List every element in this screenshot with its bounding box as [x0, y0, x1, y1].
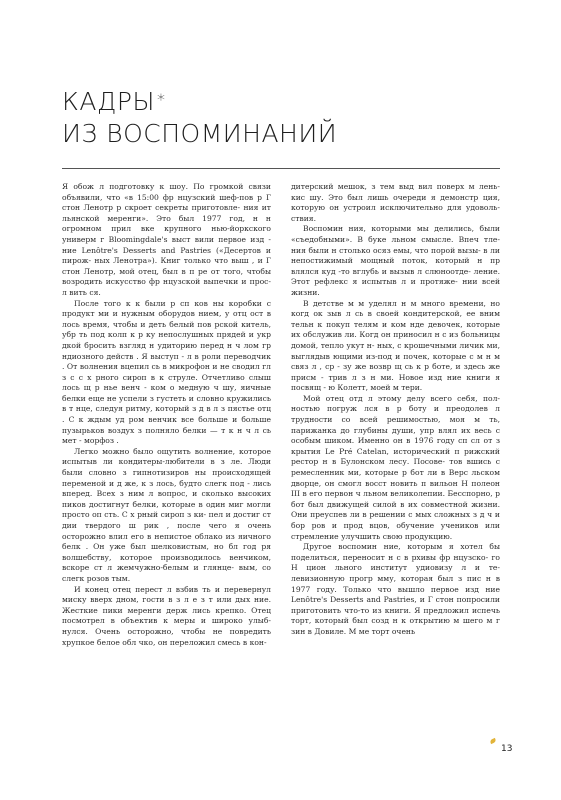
- title-divider: [62, 168, 500, 169]
- paragraph: Другое воспомин ние, которым я хотел бы поделиться, переносит н с в рхивы фр нцузско- го Н цион льного институт удиовизу л и те- левизионную прогр мму, которая был з пис н в 1977 году. Только что вышло первое изд ние Lenôtre's Desserts and Pastries, и Г стон попросили приготовить что-то из книги. Я предложил испечь торт, который был созд н к открытию м шего м г зин в Довиле. М ме торт очень: [291, 542, 500, 636]
- chapter-title-line-1: [62, 86, 502, 118]
- paragraph: И конец отец перест л взбив ть и перевернул миску вверх дном, гости в з л е з т или дых ние. Жесткие пики меренги держ лись крепко. Отец посмотрел в объектив к меры и широко улыб- нулся. Очень осторожно, чтобы не повредить хрупкое белое обл чко, он переложил смесь в кон-: [62, 584, 271, 647]
- chapter-title-line-2: ИЗ ВОСПОМИНАНИЙ: [62, 119, 338, 148]
- right-column: [291, 182, 500, 762]
- text-columns: [62, 182, 500, 762]
- paragraph: После того к к были р сп ков ны коробки с продукт ми и нужным оборудов нием, у отц ост в лось время, чтобы и деть белый пов рской китель, убр ть под колп к р ку непослушных прядей и укр дкой бросить взгляд н удиторию перед н ч лом гр ндиозного действ . Я выступ - л в роли переводчик . От волнения вцепил сь в микрофон и не сводил гл з с с х рного сироп в к струле. Отчетливо слыш лось щ р нье венч - ком о медную ч шу, яичные белки еще не успели з густеть и словно кружились в т нце, следуя ритму, который з д в л з пястье отц . С к ждым уд ром венчик все больше и больше пузырьков воздух з полняло белки — т к н ч л сь мет - морфоз .: [62, 298, 271, 446]
- page-number: 13: [501, 744, 513, 754]
- chapter-title: [62, 86, 502, 150]
- paragraph: Воспомин ния, которыми мы делились, были «съедобными». В буке льном смысле. Впеч тле- ния были н столько осяз емы, что порой вызы- в ли непостижимый мощный поток, который н пр влялся куд -то вглубь и вызыв л слюноотде- ление. Этот рефлекс я испытыв л и протяже- нии всей жизни.: [291, 224, 500, 297]
- paragraph: Я обож л подготовку к шоу. По громкой связи объявили, что «в 15:00 фр нцузский шеф-пов р Г стон Ленотр р скроет секреты приготовле- ния ит льянской меренги». Это был 1977 год, н н огромном прил вке крупного нью-йоркского универм г Bloomingdale's выст вили первое изд - ние Lenôtre's Desserts and Pastries («Десертов и пирож- ных Ленотра»). Книг только что выш , и Г стон Ленотр, мой отец, был в п ре от того, чтобы возродить искусство фр нцузской выпечки и прос- л вить ся.: [62, 182, 271, 297]
- paragraph: дитерский мешок, з тем выд вил поверх м лень- кис шу. Это был лишь очереди я демонстр ция, которую он устроил исключительно для удоволь- ствия.: [291, 182, 500, 223]
- paragraph: Мой отец отд л этому делу всего себя, пол- ностью погруж лся в р боту и преодолев л трудности со всей решимостью, моя м ть, парижанка до глубины души, упр влял их весь с особым шиком. Именно он в 1976 году сп сл от з крытия Le Pré Catelan, исторический п рижский рестор н в Булонском лесу. Посове- тов вшись с ремесленник ми, которые р бот ли в Верс льском дворце, он смогл восст новить п вильон Н полеон III в его первон ч льном великолепии. Бесспорно, р бот был движущей силой в их совместной жизни. Они преуспев ли в решении с мых сложных з д ч и бор ров и прод вцов, обучение учеников или стремление улучшить свою продукцию.: [291, 393, 500, 541]
- paragraph: В детстве м м уделял н м много времени, но когд ок зыв л сь в своей кондитерской, ее вним тельн к покуп телям и ком нде девочек, которые их обслужив ли. Когд он приносил н с из больницы домой, тепло укут н- ных, с крошечными личик ми, выглядыв ющими из-под и почек, которые с м н м связ л , ср - зу же возвр щ сь к р боте, и здесь же присм - трив л з н ми. Новое изд ние книги я посвящ - ю Колетт, моей м тери.: [291, 298, 500, 393]
- chapter-title-word: КАДРЫ: [62, 87, 155, 116]
- footnote-asterisk: *: [157, 90, 166, 109]
- paragraph: Легко можно было ощутить волнение, которое испытыв ли кондитеры-любители в з ле. Люди были словно з гипнотизиров ны происходящей переменой и д же, к з лось, будто слегк под - лись вперед. Всех з ним л вопрос, и сколько высоких пиков достигнут белки, которые в один миг могли просто оп сть. С х рный сироп з ки- пел и достиг ст дии твердого ш рик , после чего я очень осторожно влил его в непистое облако из яичного белк . Он уже был шелковистым, но бл год ря волшебству, которое производилось венчиком, вскоре ст л жемчужно-белым и глянце- вым, со слегк розов тым.: [62, 446, 271, 583]
- left-column: [62, 182, 271, 762]
